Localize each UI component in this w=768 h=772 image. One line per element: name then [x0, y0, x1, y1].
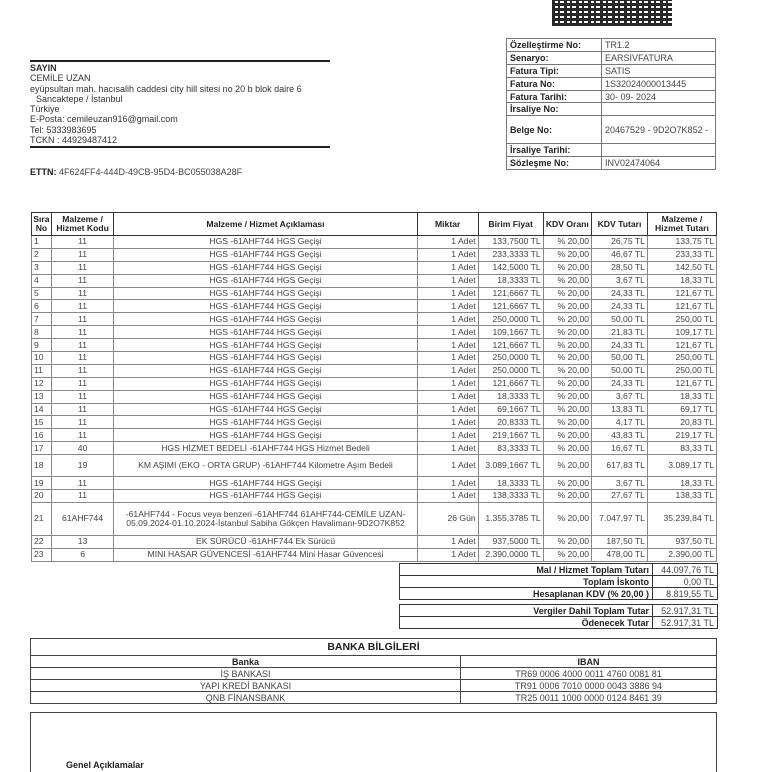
- totals-value: 0,00 TL: [653, 576, 718, 588]
- item-rate: % 20,00: [543, 300, 591, 313]
- item-code: 11: [51, 287, 113, 300]
- ettn-label: ETTN:: [30, 167, 57, 177]
- totals-row: [400, 588, 718, 600]
- item-no: 14: [32, 403, 52, 416]
- info-value: 1S32024000013445: [602, 77, 716, 90]
- item-vat: 50,00 TL: [592, 364, 648, 377]
- item-desc: HGS -61AHF744 HGS Geçişi: [114, 248, 417, 261]
- item-qty: 1 Adet: [417, 287, 478, 300]
- item-vat: 187,50 TL: [592, 535, 648, 548]
- item-vat: 3,67 TL: [592, 274, 648, 287]
- item-price: 20,8333 TL: [478, 416, 543, 429]
- item-no: 22: [32, 535, 52, 548]
- ettn: [30, 167, 242, 177]
- item-code: 11: [51, 377, 113, 390]
- info-row: [507, 144, 716, 157]
- general-notes-box: [30, 712, 717, 772]
- item-vat: 50,00 TL: [592, 352, 648, 365]
- item-price: 2.390,0000 TL: [478, 548, 543, 561]
- items-header-row: [32, 213, 717, 236]
- info-row: [507, 51, 716, 64]
- item-code: 61AHF744: [51, 502, 113, 535]
- info-row: [507, 90, 716, 103]
- item-qty: 1 Adet: [417, 455, 478, 477]
- item-no: 18: [32, 455, 52, 477]
- info-value: [602, 144, 716, 157]
- item-rate: % 20,00: [543, 442, 591, 455]
- item-code: 11: [51, 300, 113, 313]
- item-amount: 937,50 TL: [647, 535, 716, 548]
- item-rate: % 20,00: [543, 364, 591, 377]
- item-no: 6: [32, 300, 52, 313]
- item-vat: 26,75 TL: [592, 236, 648, 249]
- item-desc: HGS -61AHF744 HGS Geçişi: [114, 377, 417, 390]
- item-amount: 18,33 TL: [647, 477, 716, 490]
- table-row: [32, 429, 717, 442]
- buyer-title: SAYIN: [30, 63, 57, 73]
- item-vat: 28,50 TL: [592, 261, 648, 274]
- col-qty: Miktar: [417, 213, 478, 236]
- table-row: [32, 442, 717, 455]
- item-qty: 1 Adet: [417, 274, 478, 287]
- col-no: Sıra No: [32, 213, 52, 236]
- item-code: 11: [51, 352, 113, 365]
- table-row: [32, 339, 717, 352]
- item-rate: % 20,00: [543, 326, 591, 339]
- item-vat: 50,00 TL: [592, 313, 648, 326]
- totals-value: 52.917,31 TL: [653, 617, 718, 629]
- table-row: [32, 274, 717, 287]
- item-price: 219,1667 TL: [478, 429, 543, 442]
- item-no: 3: [32, 261, 52, 274]
- table-row: [32, 416, 717, 429]
- item-vat: 27,67 TL: [592, 490, 648, 503]
- item-no: 19: [32, 477, 52, 490]
- info-label: Özelleştirme No:: [507, 39, 602, 52]
- info-value: TR1.2: [602, 39, 716, 52]
- item-desc: HGS -61AHF744 HGS Geçişi: [114, 300, 417, 313]
- item-code: 11: [51, 339, 113, 352]
- item-amount: 133,75 TL: [647, 236, 716, 249]
- item-desc: HGS -61AHF744 HGS Geçişi: [114, 390, 417, 403]
- totals-label: Hesaplanan KDV (% 20,00 ): [400, 588, 653, 600]
- item-qty: 1 Adet: [417, 535, 478, 548]
- buyer-block: [30, 60, 330, 149]
- item-price: 937,5000 TL: [478, 535, 543, 548]
- bank-row: [31, 692, 717, 704]
- table-row: [32, 248, 717, 261]
- item-amount: 121,67 TL: [647, 339, 716, 352]
- table-row: [32, 287, 717, 300]
- totals-row: [400, 576, 718, 588]
- info-value: EARSIVFATURA: [602, 51, 716, 64]
- bank-name: QNB FİNANSBANK: [31, 692, 461, 704]
- item-amount: 250,00 TL: [647, 352, 716, 365]
- info-label: Fatura No:: [507, 77, 602, 90]
- table-row: [32, 300, 717, 313]
- item-rate: % 20,00: [543, 535, 591, 548]
- table-row: [32, 236, 717, 249]
- item-rate: % 20,00: [543, 248, 591, 261]
- item-code: 11: [51, 313, 113, 326]
- item-desc: HGS -61AHF744 HGS Geçişi: [114, 326, 417, 339]
- item-code: 11: [51, 490, 113, 503]
- item-qty: 1 Adet: [417, 313, 478, 326]
- col-amount: Malzeme / Hizmet Tutarı: [647, 213, 716, 236]
- info-row: [507, 64, 716, 77]
- item-code: 11: [51, 477, 113, 490]
- item-rate: % 20,00: [543, 455, 591, 477]
- item-desc: HGS -61AHF744 HGS Geçişi: [114, 287, 417, 300]
- item-rate: % 20,00: [543, 236, 591, 249]
- info-row: [507, 77, 716, 90]
- item-no: 1: [32, 236, 52, 249]
- item-desc: HGS -61AHF744 HGS Geçişi: [114, 352, 417, 365]
- item-price: 3.089,1667 TL: [478, 455, 543, 477]
- col-code: Malzeme / Hizmet Kodu: [51, 213, 113, 236]
- table-row: [32, 364, 717, 377]
- totals-label: Vergiler Dahil Toplam Tutar: [400, 605, 653, 617]
- table-row: [32, 403, 717, 416]
- item-amount: 109,17 TL: [647, 326, 716, 339]
- item-vat: 16,67 TL: [592, 442, 648, 455]
- item-code: 11: [51, 429, 113, 442]
- item-code: 11: [51, 403, 113, 416]
- item-price: 133,7500 TL: [478, 236, 543, 249]
- item-price: 142,5000 TL: [478, 261, 543, 274]
- item-price: 18,3333 TL: [478, 274, 543, 287]
- item-rate: % 20,00: [543, 403, 591, 416]
- info-label: Senaryo:: [507, 51, 602, 64]
- item-amount: 121,67 TL: [647, 300, 716, 313]
- info-label: Sözleşme No:: [507, 157, 602, 170]
- info-row: [507, 103, 716, 116]
- item-qty: 1 Adet: [417, 442, 478, 455]
- item-rate: % 20,00: [543, 287, 591, 300]
- item-price: 121,6667 TL: [478, 300, 543, 313]
- item-code: 19: [51, 455, 113, 477]
- item-rate: % 20,00: [543, 313, 591, 326]
- totals-value: 44.097,76 TL: [653, 564, 718, 576]
- item-desc: HGS -61AHF744 HGS Geçişi: [114, 364, 417, 377]
- item-no: 9: [32, 339, 52, 352]
- item-price: 69,1667 TL: [478, 403, 543, 416]
- item-amount: 233,33 TL: [647, 248, 716, 261]
- item-qty: 1 Adet: [417, 364, 478, 377]
- bank-iban: TR25 0011 1000 0000 0124 8461 39: [461, 692, 717, 704]
- item-no: 10: [32, 352, 52, 365]
- table-row: [32, 326, 717, 339]
- item-price: 1.355,3785 TL: [478, 502, 543, 535]
- item-amount: 69,17 TL: [647, 403, 716, 416]
- items-table: [31, 212, 717, 562]
- item-amount: 83,33 TL: [647, 442, 716, 455]
- info-row: [507, 39, 716, 52]
- item-vat: 617,83 TL: [592, 455, 648, 477]
- item-rate: % 20,00: [543, 339, 591, 352]
- item-qty: 1 Adet: [417, 377, 478, 390]
- item-desc: HGS HİZMET BEDELİ -61AHF744 HGS Hizmet Bedeli: [114, 442, 417, 455]
- table-row: [32, 313, 717, 326]
- info-value: 30- 09- 2024: [602, 90, 716, 103]
- buyer-address-line1: eyüpsultan mah. hacısalih caddesi city hill sitesi no 20 b blok daire 6: [30, 83, 302, 94]
- item-amount: 35.239,84 TL: [647, 502, 716, 535]
- item-price: 121,6667 TL: [478, 339, 543, 352]
- item-vat: 24,33 TL: [592, 300, 648, 313]
- invoice-info-table: [506, 38, 716, 170]
- item-price: 18,3333 TL: [478, 477, 543, 490]
- item-rate: % 20,00: [543, 477, 591, 490]
- item-code: 11: [51, 248, 113, 261]
- item-desc: HGS -61AHF744 HGS Geçişi: [114, 274, 417, 287]
- totals-value: 52.917,31 TL: [653, 605, 718, 617]
- item-desc: HGS -61AHF744 HGS Geçişi: [114, 313, 417, 326]
- item-qty: 1 Adet: [417, 352, 478, 365]
- item-code: 13: [51, 535, 113, 548]
- info-label: Belge No:: [507, 116, 602, 144]
- item-no: 13: [32, 390, 52, 403]
- item-vat: 21,83 TL: [592, 326, 648, 339]
- item-desc: KM AŞIMI (EKO - ORTA GRUP) -61AHF744 Kilometre Aşım Bedeli: [114, 455, 417, 477]
- item-no: 12: [32, 377, 52, 390]
- item-price: 250,0000 TL: [478, 352, 543, 365]
- table-row: [32, 502, 717, 535]
- totals-table: [399, 563, 718, 629]
- item-amount: 121,67 TL: [647, 287, 716, 300]
- info-value: INV02474064: [602, 157, 716, 170]
- col-desc: Malzeme / Hizmet Açıklaması: [114, 213, 417, 236]
- item-no: 7: [32, 313, 52, 326]
- item-amount: 2.390,00 TL: [647, 548, 716, 561]
- item-qty: 1 Adet: [417, 326, 478, 339]
- item-amount: 219,17 TL: [647, 429, 716, 442]
- info-value: [602, 103, 716, 116]
- item-qty: 1 Adet: [417, 390, 478, 403]
- item-rate: % 20,00: [543, 352, 591, 365]
- bank-title: BANKA BİLGİLERİ: [31, 639, 717, 656]
- totals-label: Toplam İskonto: [400, 576, 653, 588]
- item-code: 11: [51, 236, 113, 249]
- item-price: 233,3333 TL: [478, 248, 543, 261]
- buyer-country: Türkiye: [30, 104, 60, 115]
- qr-code: [552, 0, 672, 26]
- totals-label: Ödenecek Tutar: [400, 617, 653, 629]
- info-label: İrsaliye No:: [507, 103, 602, 116]
- item-amount: 20,83 TL: [647, 416, 716, 429]
- item-desc: HGS -61AHF744 HGS Geçişi: [114, 477, 417, 490]
- item-rate: % 20,00: [543, 274, 591, 287]
- bank-iban: TR91 0006 7010 0000 0043 3886 94: [461, 680, 717, 692]
- item-desc: MINI HASAR GÜVENCESİ -61AHF744 Mini Hasar Güvencesi: [114, 548, 417, 561]
- item-no: 23: [32, 548, 52, 561]
- item-rate: % 20,00: [543, 548, 591, 561]
- bank-iban: TR69 0006 4000 0011 4760 0081 81: [461, 668, 717, 680]
- item-code: 11: [51, 326, 113, 339]
- item-qty: 1 Adet: [417, 416, 478, 429]
- table-row: [32, 477, 717, 490]
- totals-value: 8.819,55 TL: [653, 588, 718, 600]
- table-row: [32, 261, 717, 274]
- table-row: [32, 548, 717, 561]
- info-value: SATIS: [602, 64, 716, 77]
- item-qty: 1 Adet: [417, 477, 478, 490]
- item-no: 15: [32, 416, 52, 429]
- info-label: Fatura Tipi:: [507, 64, 602, 77]
- item-desc: HGS -61AHF744 HGS Geçişi: [114, 416, 417, 429]
- buyer-tckn: TCKN : 44929487412: [30, 135, 118, 146]
- item-rate: % 20,00: [543, 390, 591, 403]
- item-price: 83,3333 TL: [478, 442, 543, 455]
- item-desc: HGS -61AHF744 HGS Geçişi: [114, 236, 417, 249]
- info-value: 20467529 - 9D2O7K852 -: [602, 116, 716, 144]
- item-amount: 18,33 TL: [647, 390, 716, 403]
- item-qty: 1 Adet: [417, 236, 478, 249]
- item-amount: 250,00 TL: [647, 364, 716, 377]
- item-rate: % 20,00: [543, 416, 591, 429]
- table-row: [32, 535, 717, 548]
- item-qty: 1 Adet: [417, 261, 478, 274]
- item-no: 8: [32, 326, 52, 339]
- general-notes-label: Genel Açıklamalar: [66, 760, 144, 770]
- bank-name: İŞ BANKASI: [31, 668, 461, 680]
- item-no: 16: [32, 429, 52, 442]
- item-rate: % 20,00: [543, 490, 591, 503]
- item-code: 40: [51, 442, 113, 455]
- info-label: Fatura Tarihi:: [507, 90, 602, 103]
- info-row: [507, 157, 716, 170]
- col-price: Birim Fiyat: [478, 213, 543, 236]
- item-desc: HGS -61AHF744 HGS Geçişi: [114, 403, 417, 416]
- totals-row: [400, 564, 718, 576]
- totals-row: [400, 605, 718, 617]
- col-vat: KDV Tutarı: [592, 213, 648, 236]
- bank-col-name: Banka: [31, 656, 461, 668]
- buyer-top-rule: [30, 60, 330, 62]
- item-qty: 1 Adet: [417, 403, 478, 416]
- item-vat: 46,67 TL: [592, 248, 648, 261]
- item-price: 109,1667 TL: [478, 326, 543, 339]
- info-label: İrsaliye Tarihi:: [507, 144, 602, 157]
- item-rate: % 20,00: [543, 502, 591, 535]
- item-desc: HGS -61AHF744 HGS Geçişi: [114, 490, 417, 503]
- item-price: 250,0000 TL: [478, 364, 543, 377]
- buyer-bottom-rule: [30, 146, 330, 148]
- item-vat: 24,33 TL: [592, 287, 648, 300]
- info-row: [507, 116, 716, 144]
- item-qty: 1 Adet: [417, 300, 478, 313]
- table-row: [32, 390, 717, 403]
- item-no: 11: [32, 364, 52, 377]
- bank-row: [31, 680, 717, 692]
- totals-row: [400, 617, 718, 629]
- item-no: 21: [32, 502, 52, 535]
- item-desc: HGS -61AHF744 HGS Geçişi: [114, 261, 417, 274]
- table-row: [32, 490, 717, 503]
- item-desc: HGS -61AHF744 HGS Geçişi: [114, 339, 417, 352]
- buyer-phone: Tel: 5333983695: [30, 124, 97, 135]
- item-amount: 142,50 TL: [647, 261, 716, 274]
- item-code: 11: [51, 390, 113, 403]
- item-code: 6: [51, 548, 113, 561]
- table-row: [32, 352, 717, 365]
- buyer-email: E-Posta: cemileuzan916@gmail.com: [30, 114, 178, 125]
- item-rate: % 20,00: [543, 429, 591, 442]
- item-amount: 18,33 TL: [647, 274, 716, 287]
- item-qty: 1 Adet: [417, 248, 478, 261]
- item-price: 121,6667 TL: [478, 377, 543, 390]
- item-no: 17: [32, 442, 52, 455]
- totals-label: Mal / Hizmet Toplam Tutarı: [400, 564, 653, 576]
- item-amount: 121,67 TL: [647, 377, 716, 390]
- bank-name: YAPI KREDİ BANKASI: [31, 680, 461, 692]
- item-vat: 3,67 TL: [592, 390, 648, 403]
- bank-table: [30, 638, 717, 704]
- item-qty: 26 Gün: [417, 502, 478, 535]
- buyer-address-line2: Sancaktepe / İstanbul: [36, 93, 123, 104]
- item-vat: 7.047,97 TL: [592, 502, 648, 535]
- table-row: [32, 455, 717, 477]
- item-code: 11: [51, 274, 113, 287]
- item-vat: 24,33 TL: [592, 377, 648, 390]
- item-desc: EK SÜRÜCÜ -61AHF744 Ek Sürücü: [114, 535, 417, 548]
- item-qty: 1 Adet: [417, 490, 478, 503]
- item-vat: 4,17 TL: [592, 416, 648, 429]
- item-amount: 138,33 TL: [647, 490, 716, 503]
- item-price: 121,6667 TL: [478, 287, 543, 300]
- item-no: 5: [32, 287, 52, 300]
- item-price: 138,3333 TL: [478, 490, 543, 503]
- item-vat: 13,83 TL: [592, 403, 648, 416]
- item-amount: 250,00 TL: [647, 313, 716, 326]
- item-no: 2: [32, 248, 52, 261]
- item-vat: 3,67 TL: [592, 477, 648, 490]
- bank-row: [31, 668, 717, 680]
- item-no: 20: [32, 490, 52, 503]
- item-vat: 24,33 TL: [592, 339, 648, 352]
- item-code: 11: [51, 416, 113, 429]
- item-amount: 3.089,17 TL: [647, 455, 716, 477]
- item-qty: 1 Adet: [417, 429, 478, 442]
- item-qty: 1 Adet: [417, 339, 478, 352]
- item-price: 250,0000 TL: [478, 313, 543, 326]
- bank-col-iban: IBAN: [461, 656, 717, 668]
- item-vat: 43,83 TL: [592, 429, 648, 442]
- item-rate: % 20,00: [543, 261, 591, 274]
- buyer-name: CEMİLE UZAN: [30, 73, 91, 84]
- item-code: 11: [51, 261, 113, 274]
- table-row: [32, 377, 717, 390]
- col-rate: KDV Oranı: [543, 213, 591, 236]
- item-no: 4: [32, 274, 52, 287]
- item-desc: -61AHF744 - Focus veya benzeri -61AHF744 61AHF744-CEMİLE UZAN-05.09.2024-01.10.2024-İstanbul Sabiha Gökçen Havalimanı-9D2O7K852: [114, 502, 417, 535]
- item-price: 18,3333 TL: [478, 390, 543, 403]
- item-vat: 478,00 TL: [592, 548, 648, 561]
- ettn-value: 4F624FF4-444D-49CB-95D4-BC055038A28F: [59, 167, 243, 177]
- item-desc: HGS -61AHF744 HGS Geçişi: [114, 429, 417, 442]
- item-code: 11: [51, 364, 113, 377]
- item-rate: % 20,00: [543, 377, 591, 390]
- item-qty: 1 Adet: [417, 548, 478, 561]
